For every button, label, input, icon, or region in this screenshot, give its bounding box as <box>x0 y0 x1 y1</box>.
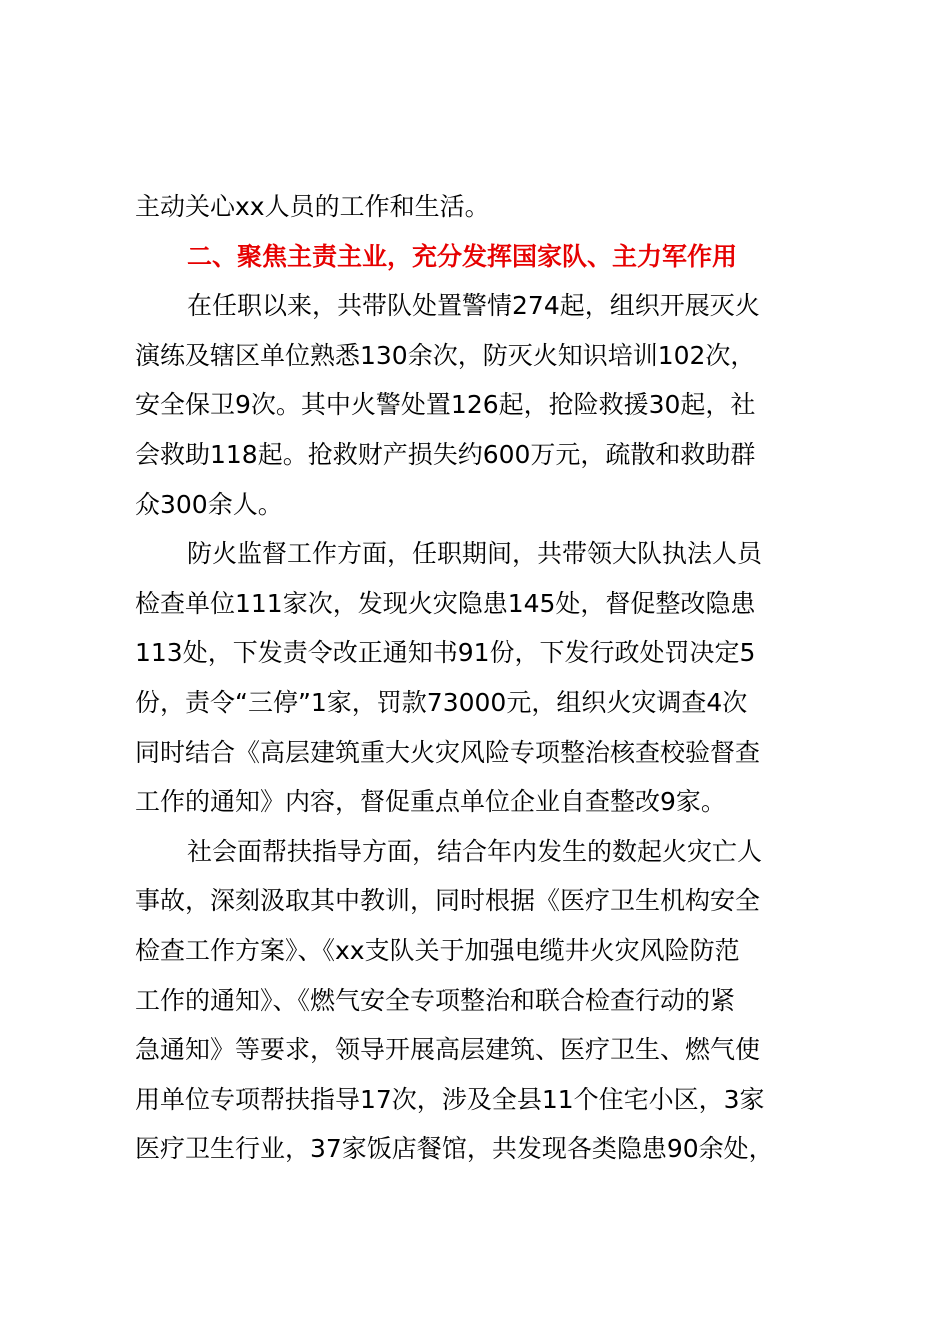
text-line: 主动关心xx人员的工作和生活。 <box>135 192 490 221</box>
text-line: 同时结合《高层建筑重大火灾风险专项整治核查校验督查 <box>135 737 761 767</box>
text-line: 113处，下发责令改正通知书91份，下发行政处罚决定5 <box>135 638 756 668</box>
text-line: 份，责令“三停”1家，罚款73000元，组织火灾调查4次 <box>135 687 748 717</box>
text-line: 演练及辖区单位熟悉130余次，防灭火知识培训102次， <box>135 340 756 370</box>
text-line: 医疗卫生行业，37家饭店餐馆，共发现各类隐患90余处， <box>135 1134 774 1164</box>
text-line: 工作的通知》内容，督促重点单位企业自查整改9家。 <box>135 787 726 817</box>
text-line: 检查工作方案》、《xx支队关于加强电缆井火灾风险防范 <box>135 935 740 965</box>
paragraph-first-line: 社会面帮扶指导方面，结合年内发生的数起火灾亡人 <box>187 836 763 866</box>
text-line: 急通知》等要求，领导开展高层建筑、医疗卫生、燃气使 <box>135 1035 761 1065</box>
text-line: 安全保卫9次。其中火警处置126起，抢险救援30起，社 <box>135 390 756 420</box>
text-line: 用单位专项帮扶指导17次，涉及全县11个住宅小区，3家 <box>135 1084 765 1114</box>
section-heading: 二、聚焦主责主业，充分发挥国家队、主力军作用 <box>187 241 738 271</box>
text-line: 工作的通知》、《燃气安全专项整治和联合检查行动的紧 <box>135 985 736 1015</box>
text-line: 事故，深刻汲取其中教训，同时根据《医疗卫生机构安全 <box>135 886 761 916</box>
document-body <box>135 182 835 1174</box>
paragraph-first-line: 防火监督工作方面，任职期间，共带领大队执法人员 <box>187 539 763 569</box>
text-line: 会救助118起。抢救财产损失约600万元，疏散和救助群 <box>135 439 756 469</box>
paragraph-first-line: 在任职以来，共带队处置警情274起，组织开展灭火 <box>187 291 760 321</box>
text-line: 检查单位111家次，发现火灾隐患145处，督促整改隐患 <box>135 588 756 618</box>
text-line: 众300余人。 <box>135 489 283 519</box>
